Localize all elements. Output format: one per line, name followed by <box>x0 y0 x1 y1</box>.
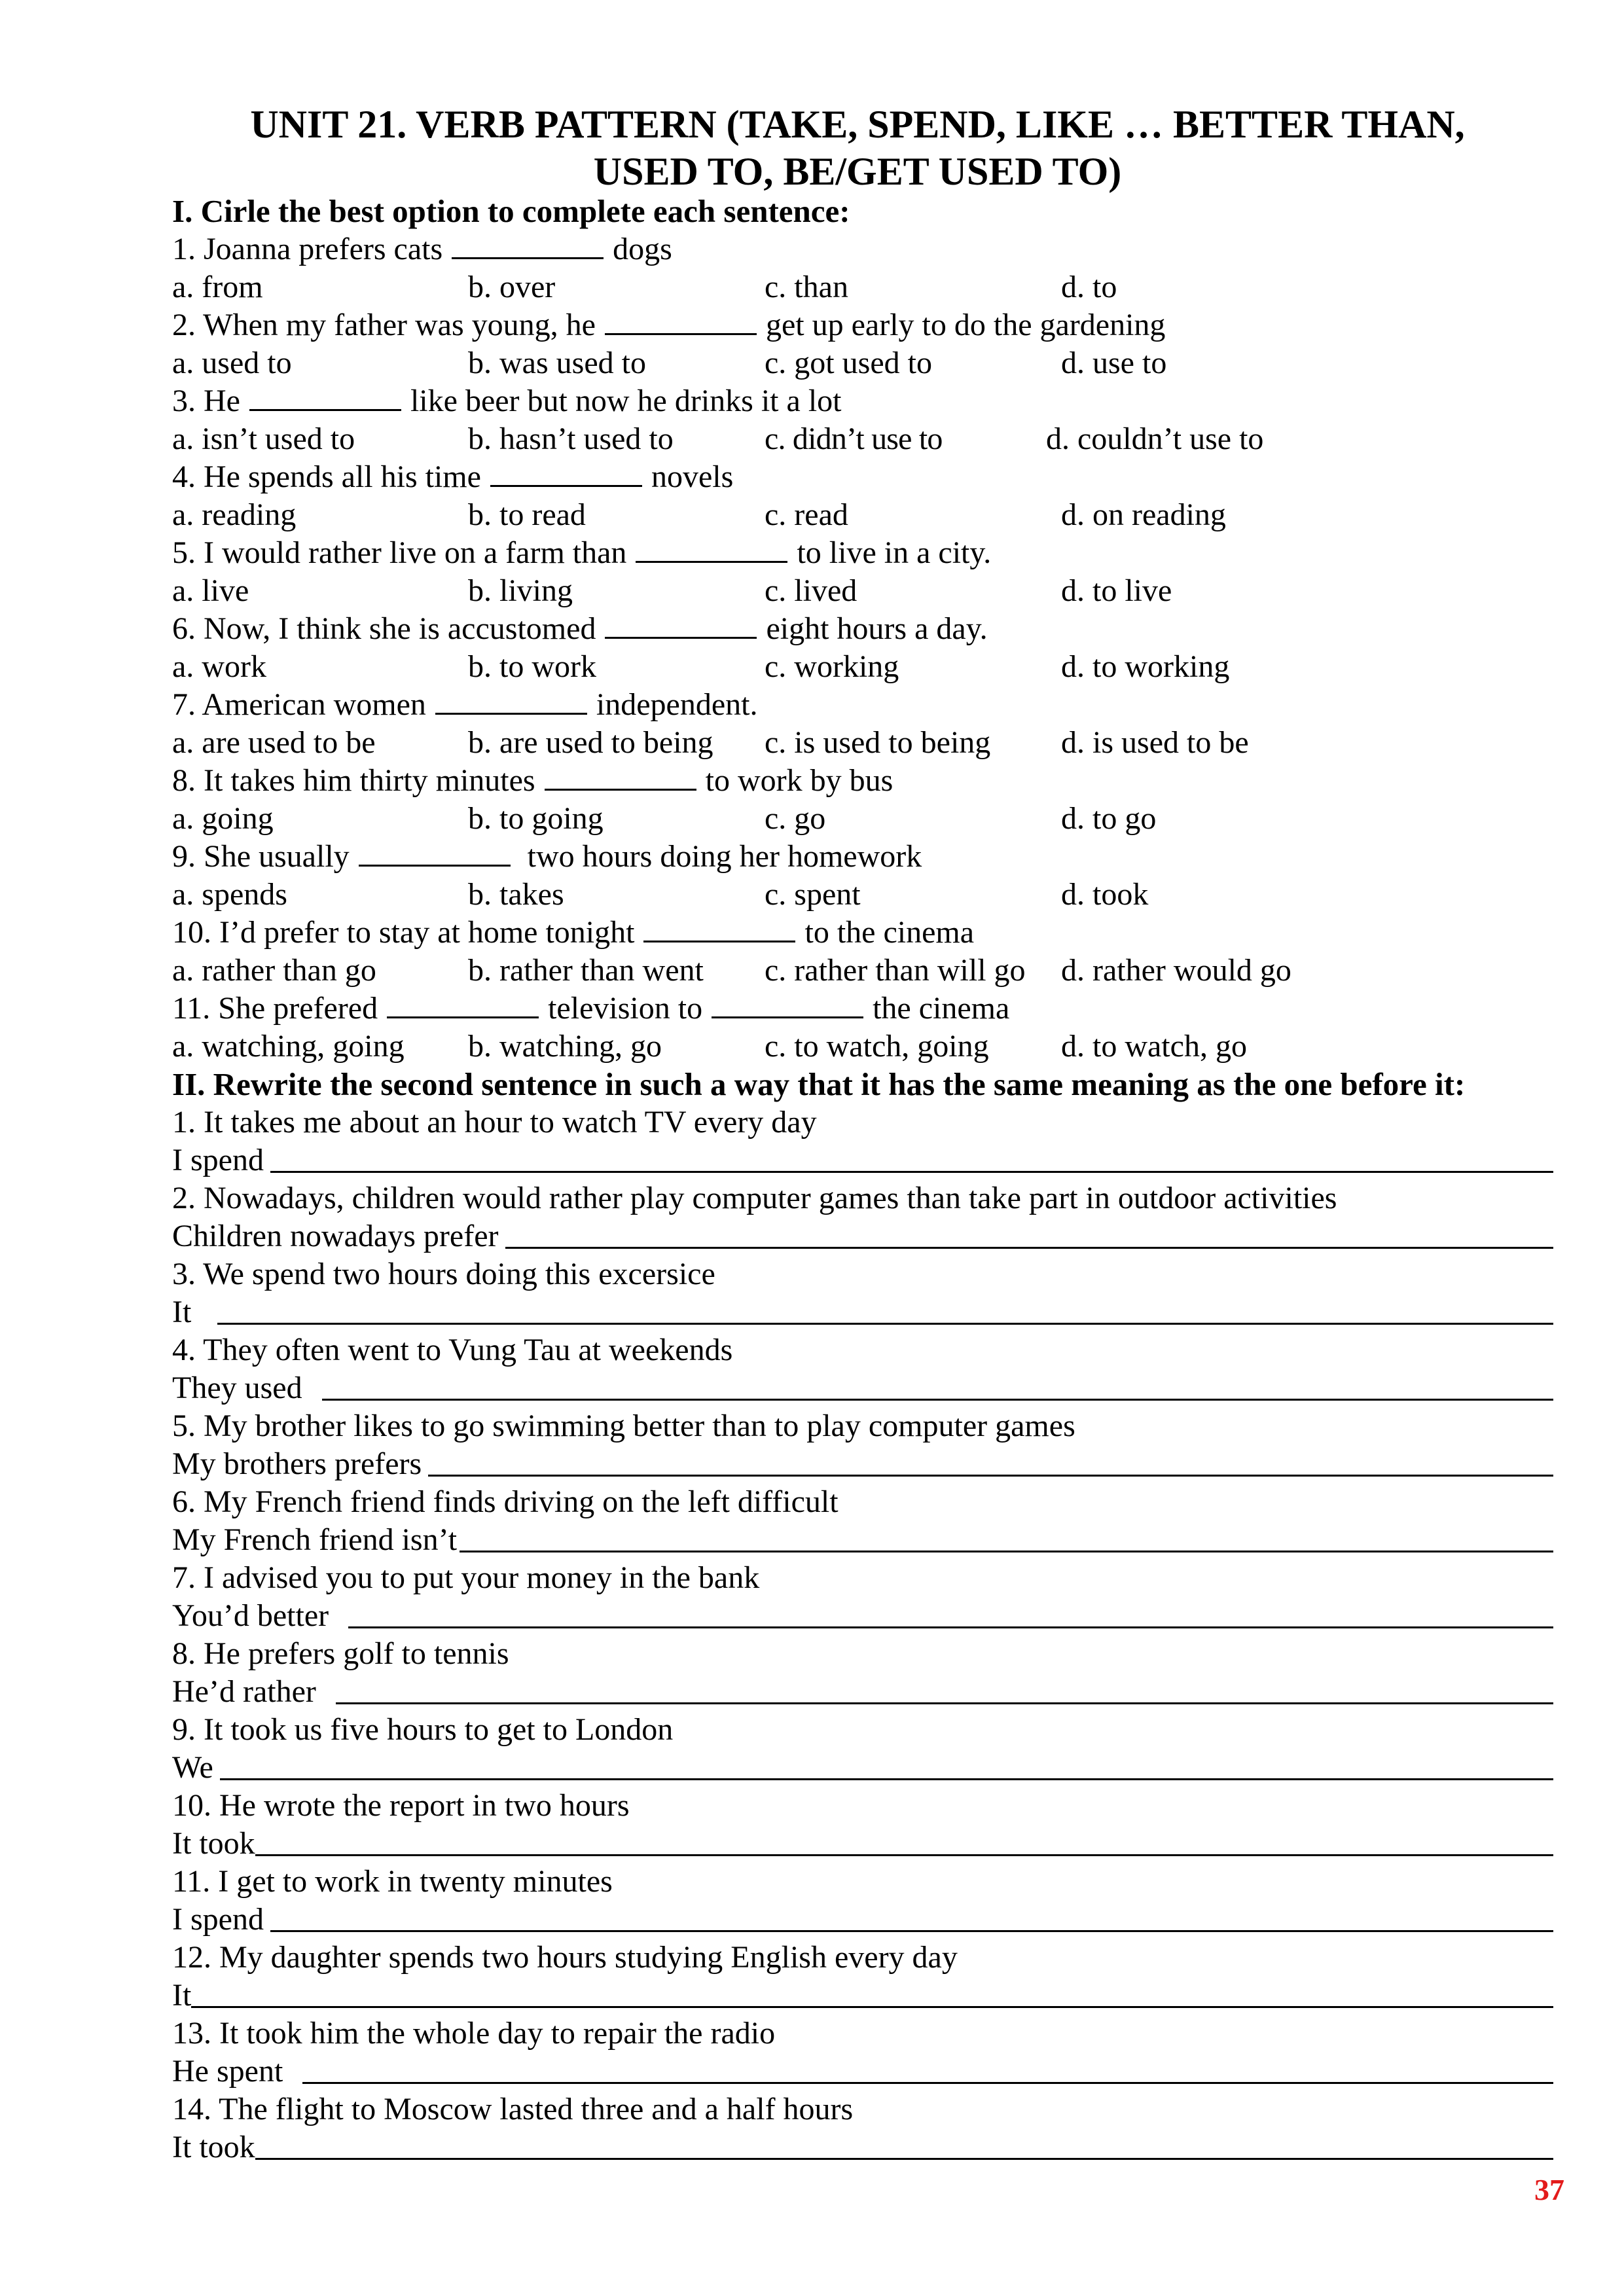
answer-line[interactable] <box>302 2082 1553 2084</box>
question-6-options <box>172 648 1612 686</box>
rewrite-stem: I spend <box>172 1143 264 1177</box>
option-b[interactable]: b. to work <box>468 649 596 684</box>
question-text: to work by bus <box>697 763 893 798</box>
question-text: to the cinema <box>797 915 975 950</box>
question-8-options <box>172 800 1612 838</box>
question-text: like beer but now he drinks it a lot <box>402 384 842 418</box>
answer-line[interactable] <box>220 1778 1553 1780</box>
option-b[interactable]: b. hasn’t used to <box>468 422 674 456</box>
option-d[interactable]: d. to go <box>1061 801 1157 836</box>
answer-line[interactable] <box>191 2006 1553 2008</box>
rewrite-answer-9 <box>172 1749 1553 1787</box>
option-a[interactable]: a. are used to be <box>172 725 376 760</box>
answer-blank[interactable] <box>712 992 863 1018</box>
question-1 <box>172 230 672 268</box>
question-10-options <box>172 952 1612 990</box>
rewrite-answer-11 <box>172 1901 1553 1939</box>
rewrite-stem: They used <box>172 1371 302 1405</box>
option-b[interactable]: b. to read <box>468 497 586 532</box>
option-d[interactable]: d. took <box>1061 877 1149 912</box>
question-text: dogs <box>605 232 672 266</box>
option-d[interactable]: d. rather would go <box>1061 953 1291 988</box>
answer-line[interactable] <box>336 1702 1553 1704</box>
question-text: 8. It takes him thirty minutes <box>172 763 543 798</box>
page-title-line-2: USED TO, BE/GET USED TO) <box>593 150 1122 193</box>
question-text: novels <box>643 459 734 494</box>
question-4 <box>172 458 733 496</box>
section-2-heading: II. Rewrite the second sentence in such a way that it has the same meaning as the one before it: <box>172 1066 1466 1102</box>
rewrite-answer-10 <box>172 1825 1553 1863</box>
answer-blank[interactable] <box>359 840 511 867</box>
option-c[interactable]: c. read <box>765 497 848 532</box>
rewrite-stem: I spend <box>172 1902 264 1937</box>
rewrite-prompt-4: 4. They often went to Vung Tau at weekends <box>172 1333 733 1367</box>
question-7-options <box>172 724 1612 762</box>
question-text: the cinema <box>865 991 1010 1026</box>
rewrite-stem: We <box>172 1750 213 1785</box>
answer-line[interactable] <box>217 1323 1553 1325</box>
question-3 <box>172 382 842 420</box>
option-c[interactable]: c. lived <box>765 573 857 608</box>
answer-blank[interactable] <box>636 536 787 563</box>
rewrite-prompt-12: 12. My daughter spends two hours studying English every day <box>172 1940 958 1975</box>
question-7 <box>172 686 757 724</box>
option-d[interactable]: d. to watch, go <box>1061 1029 1247 1064</box>
rewrite-stem: My brothers prefers <box>172 1446 422 1481</box>
answer-blank[interactable] <box>452 232 604 259</box>
question-1-options <box>172 268 1612 306</box>
rewrite-stem: It took <box>172 2130 255 2164</box>
rewrite-answer-4 <box>172 1369 1553 1407</box>
answer-blank[interactable] <box>643 916 795 942</box>
option-c[interactable]: c. got used to <box>765 346 932 380</box>
question-text: eight hours a day. <box>758 611 988 646</box>
option-c[interactable]: c. go <box>765 801 826 836</box>
option-d[interactable]: d. on reading <box>1061 497 1226 532</box>
option-c[interactable]: c. is used to being <box>765 725 991 760</box>
option-a[interactable]: a. from <box>172 270 263 304</box>
rewrite-answer-2 <box>172 1217 1553 1255</box>
question-3-options <box>172 420 1612 458</box>
option-a[interactable]: a. live <box>172 573 249 608</box>
question-text: 6. Now, I think she is accustomed <box>172 611 604 646</box>
question-text: 11. She prefered <box>172 991 386 1026</box>
rewrite-prompt-14: 14. The flight to Moscow lasted three and a half hours <box>172 2092 854 2126</box>
option-c[interactable]: c. than <box>765 270 848 304</box>
answer-blank[interactable] <box>545 764 696 791</box>
question-text: two hours doing her homework <box>511 839 922 874</box>
option-b[interactable]: b. are used to being <box>468 725 713 760</box>
option-a[interactable]: a. rather than go <box>172 953 376 988</box>
question-text: 9. She usually <box>172 839 357 874</box>
option-a[interactable]: a. used to <box>172 346 292 380</box>
option-c[interactable]: c. working <box>765 649 899 684</box>
question-text: 2. When my father was young, he <box>172 308 604 342</box>
page-number: 37 <box>1534 2173 1564 2206</box>
rewrite-answer-8 <box>172 1673 1553 1711</box>
question-6 <box>172 610 988 648</box>
option-a[interactable]: a. reading <box>172 497 297 532</box>
rewrite-prompt-2: 2. Nowadays, children would rather play computer games than take part in outdoor activities <box>172 1181 1337 1215</box>
rewrite-prompt-3: 3. We spend two hours doing this excersice <box>172 1257 715 1291</box>
rewrite-prompt-11: 11. I get to work in twenty minutes <box>172 1864 613 1899</box>
answer-blank[interactable] <box>490 460 642 487</box>
option-c[interactable]: c. spent <box>765 877 861 912</box>
answer-blank[interactable] <box>249 384 401 411</box>
rewrite-prompt-13: 13. It took him the whole day to repair the radio <box>172 2016 776 2051</box>
option-b[interactable]: b. to going <box>468 801 604 836</box>
option-c[interactable]: c. rather than will go <box>765 953 1026 988</box>
question-11 <box>172 990 1009 1028</box>
rewrite-answer-14 <box>172 2128 1553 2166</box>
section-1-heading: I. Cirle the best option to complete each sentence: <box>172 193 850 229</box>
rewrite-answer-1 <box>172 1141 1553 1179</box>
rewrite-prompt-9: 9. It took us five hours to get to London <box>172 1712 674 1747</box>
option-c[interactable]: c. didn’t use to <box>765 422 943 456</box>
answer-line[interactable] <box>505 1247 1554 1249</box>
option-c[interactable]: c. to watch, going <box>765 1029 989 1064</box>
question-text: 4. He spends all his time <box>172 459 489 494</box>
option-a[interactable]: a. watching, going <box>172 1029 405 1064</box>
answer-line[interactable] <box>348 1626 1553 1628</box>
rewrite-answer-12 <box>172 1977 1553 2015</box>
question-text: television to <box>540 991 711 1026</box>
rewrite-stem: He’d rather <box>172 1674 316 1709</box>
question-text: 3. He <box>172 384 248 418</box>
answer-line[interactable] <box>270 1930 1553 1932</box>
option-d[interactable]: d. to live <box>1061 573 1172 608</box>
question-text: 5. I would rather live on a farm than <box>172 535 635 570</box>
rewrite-prompt-10: 10. He wrote the report in two hours <box>172 1788 630 1823</box>
answer-line[interactable] <box>428 1475 1553 1477</box>
answer-blank[interactable] <box>605 308 757 335</box>
question-5 <box>172 534 991 572</box>
question-text: 10. I’d prefer to stay at home tonight <box>172 915 643 950</box>
rewrite-stem: You’d better <box>172 1598 329 1633</box>
rewrite-prompt-8: 8. He prefers golf to tennis <box>172 1636 509 1671</box>
option-d[interactable]: d. couldn’t use to <box>1046 422 1264 456</box>
question-text: to live in a city. <box>789 535 992 570</box>
question-9 <box>172 838 922 876</box>
rewrite-stem: It <box>172 1295 192 1329</box>
rewrite-answer-6 <box>172 1521 1553 1559</box>
question-11-options <box>172 1028 1612 1066</box>
option-d[interactable]: d. use to <box>1061 346 1167 380</box>
option-b[interactable]: b. was used to <box>468 346 646 380</box>
question-8 <box>172 762 893 800</box>
option-d[interactable]: d. to <box>1061 270 1117 304</box>
option-a[interactable]: a. spends <box>172 877 287 912</box>
rewrite-answer-3 <box>172 1293 1553 1331</box>
rewrite-answer-13 <box>172 2053 1553 2090</box>
option-b[interactable]: b. takes <box>468 877 564 912</box>
option-b[interactable]: b. over <box>468 270 556 304</box>
answer-line[interactable] <box>255 2158 1553 2160</box>
option-a[interactable]: a. work <box>172 649 266 684</box>
question-2 <box>172 306 1165 344</box>
rewrite-prompt-7: 7. I advised you to put your money in the bank <box>172 1560 760 1595</box>
question-2-options <box>172 344 1612 382</box>
rewrite-answer-7 <box>172 1597 1553 1635</box>
answer-line[interactable] <box>270 1171 1553 1173</box>
option-d[interactable]: d. to working <box>1061 649 1230 684</box>
option-b[interactable]: b. rather than went <box>468 953 704 988</box>
rewrite-prompt-5: 5. My brother likes to go swimming better than to play computer games <box>172 1408 1075 1443</box>
rewrite-prompt-1: 1. It takes me about an hour to watch TV every day <box>172 1105 817 1139</box>
answer-blank[interactable] <box>605 612 757 639</box>
question-4-options <box>172 496 1612 534</box>
rewrite-prompt-6: 6. My French friend finds driving on the left difficult <box>172 1484 839 1519</box>
option-b[interactable]: b. living <box>468 573 573 608</box>
answer-blank[interactable] <box>387 992 539 1018</box>
question-text: 7. American women <box>172 687 434 722</box>
rewrite-stem: It took <box>172 1826 255 1861</box>
question-text: independent. <box>588 687 758 722</box>
option-a[interactable]: a. isn’t used to <box>172 422 355 456</box>
page-title-line-1: UNIT 21. VERB PATTERN (TAKE, SPEND, LIKE … BETTER THAN, <box>250 103 1465 146</box>
question-text: 1. Joanna prefers cats <box>172 232 451 266</box>
rewrite-stem: Children nowadays prefer <box>172 1219 499 1253</box>
rewrite-stem: He spent <box>172 2054 283 2089</box>
question-text: get up early to do the gardening <box>757 308 1166 342</box>
question-5-options <box>172 572 1612 610</box>
question-9-options <box>172 876 1612 914</box>
rewrite-stem: It <box>172 1978 192 2013</box>
answer-line[interactable] <box>322 1399 1553 1401</box>
option-a[interactable]: a. going <box>172 801 274 836</box>
rewrite-stem: My French friend isn’t <box>172 1522 458 1557</box>
answer-line[interactable] <box>460 1551 1553 1552</box>
rewrite-answer-5 <box>172 1445 1553 1483</box>
option-b[interactable]: b. watching, go <box>468 1029 662 1064</box>
answer-blank[interactable] <box>435 688 587 715</box>
answer-line[interactable] <box>255 1854 1553 1856</box>
question-10 <box>172 914 974 952</box>
option-d[interactable]: d. is used to be <box>1061 725 1249 760</box>
